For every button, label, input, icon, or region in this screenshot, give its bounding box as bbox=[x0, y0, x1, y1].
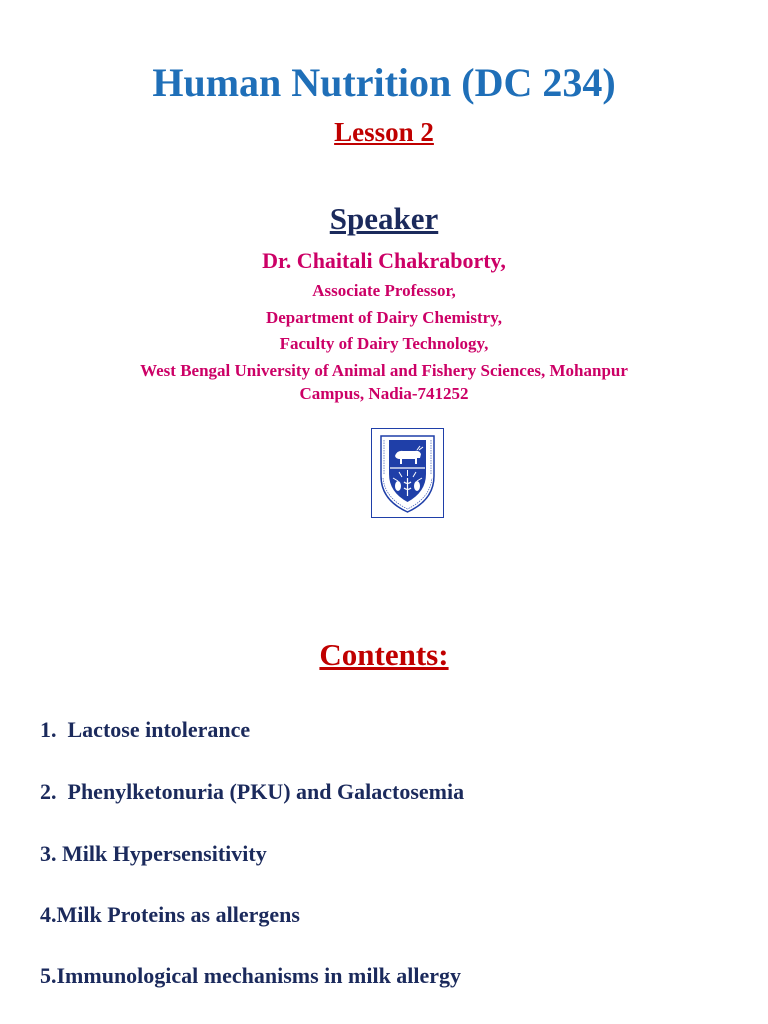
speaker-university: West Bengal University of Animal and Fishery Sciences, Mohanpur bbox=[140, 361, 628, 380]
list-item-number: 1. bbox=[40, 717, 57, 742]
university-emblem-icon bbox=[371, 428, 444, 518]
list-item bbox=[40, 777, 464, 807]
list-item bbox=[40, 900, 300, 930]
list-item bbox=[40, 715, 250, 745]
list-item bbox=[40, 839, 267, 869]
lesson-label: Lesson 2 bbox=[334, 117, 434, 147]
list-item-number: 3. bbox=[40, 841, 57, 866]
list-item-label: Phenylketonuria (PKU) and Galactosemia bbox=[67, 779, 465, 804]
list-item-number: 5. bbox=[40, 963, 57, 988]
list-item-number: 2. bbox=[40, 779, 57, 804]
speaker-position: Associate Professor, bbox=[312, 281, 456, 300]
speaker-heading: Speaker bbox=[329, 201, 439, 236]
list-item bbox=[40, 961, 461, 991]
list-item-label: Immunological mechanisms in milk allergy bbox=[56, 963, 462, 988]
list-item-label: Milk Proteins as allergens bbox=[56, 902, 300, 927]
speaker-faculty: Faculty of Dairy Technology, bbox=[279, 334, 489, 353]
speaker-department: Department of Dairy Chemistry, bbox=[265, 308, 503, 327]
list-item-number: 4. bbox=[40, 902, 57, 927]
list-item-label: Lactose intolerance bbox=[67, 717, 251, 742]
speaker-campus: Campus, Nadia-741252 bbox=[299, 384, 469, 403]
contents-heading: Contents: bbox=[319, 637, 449, 672]
list-item-label: Milk Hypersensitivity bbox=[62, 841, 267, 866]
page-title: Human Nutrition (DC 234) bbox=[152, 60, 616, 105]
speaker-name: Dr. Chaitali Chakraborty, bbox=[262, 248, 506, 273]
